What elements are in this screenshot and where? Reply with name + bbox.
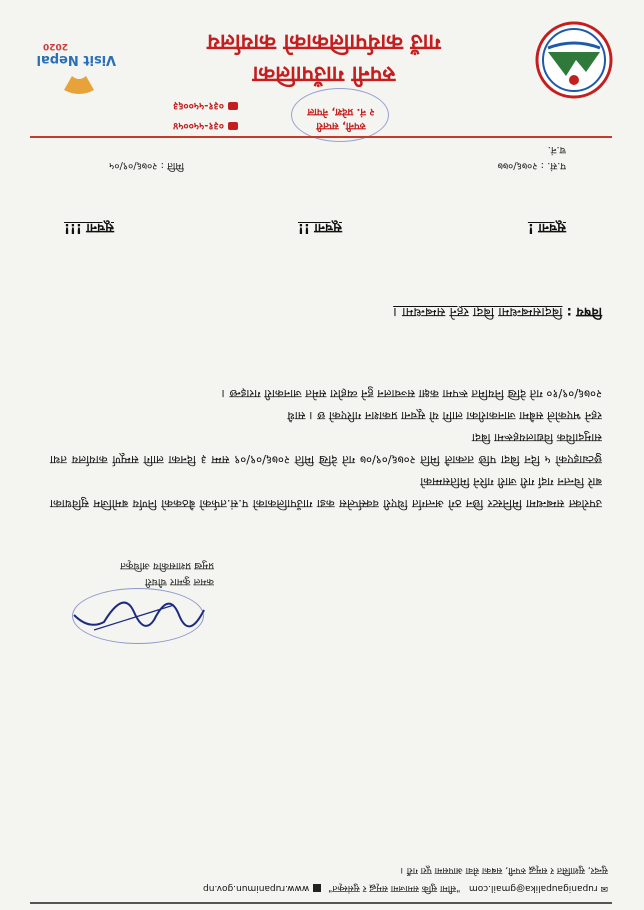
- notice-heading-1: सूचना !: [527, 220, 566, 235]
- footer-slogan-line: सुन्दर, सुशासित र समृद्ध रुपनी, सबका सेवा आपसमा पूरा गरौं ।: [400, 865, 608, 875]
- phone-1: [173, 120, 238, 134]
- municipality-name: रुपनी गाउँपालिका: [252, 61, 396, 86]
- footer-divider: [30, 902, 612, 904]
- body-line: २०७६/०९/१० गते देखि नियमित रूपमा कक्षा सञ्चालन हुने व्यहोरा समेत जानकारी गराइन्छ ।: [221, 387, 602, 401]
- visit-nepal-year: 2020: [42, 41, 68, 51]
- notice-heading-2: सूचना !!: [297, 220, 342, 235]
- phone-1-number: ०३१-५५००५४: [173, 120, 224, 131]
- subject-line: [393, 304, 602, 322]
- web-icon: [313, 885, 321, 893]
- phone-icon: [228, 102, 238, 110]
- visit-nepal-logo: [34, 38, 124, 98]
- visit-nepal-text: Visit Nepal: [36, 52, 116, 67]
- body-line: छुट्याइएको ५ दिन बिदा पछि तत्कालै मिति २०७६/०९/०७ गते देखि मिति २०७६/०९/०९ सम्म ३ दिनका लागि सम्पूर्ण कार्यालय तथा सामुदायिक विद्यालयहरूमा बिदा: [50, 431, 602, 467]
- subject-label: विषय :: [566, 304, 602, 319]
- office-title: गाउँ कार्यपालिकाको कार्यालय: [207, 29, 441, 54]
- municipality-emblem-icon: [534, 20, 614, 100]
- signatory-name: कमल कुमार चौधरी: [145, 576, 214, 587]
- footer-slogan: "सीमा सुकि समाजमा समृद्ध र सुसंस्कृत": [328, 883, 461, 893]
- footer-website: www.rupanimun.gov.np: [203, 883, 310, 893]
- letter-body: [50, 383, 602, 515]
- phone-2-number: ०३१-५५००६३: [173, 100, 224, 111]
- subject-text: बिदासम्बन्धमा बिदा रहने सम्बन्धमा ।: [393, 304, 563, 319]
- phone-2: [173, 100, 238, 114]
- letter-date: मिति : २०७६/०९/०५: [109, 160, 184, 171]
- reference-number: प.सं. : २०७६/०७७: [497, 160, 566, 171]
- address-line-1: रुपनी, सप्तरी: [316, 120, 366, 131]
- office-address: [296, 106, 386, 134]
- body-line: रहने भएकोले सबैमा जानकारीका लागि यो सूचना प्रकाशन गरिएको छ । साथै: [287, 409, 602, 423]
- address-line-2: २ नं. प्रदेश, नेपाल: [307, 106, 375, 117]
- footer-contact-line: [40, 883, 608, 896]
- body-line: उपरोक्त सम्बन्धमा मिनिस्टर छिन ठगे अन्तर्गत थिएरी वर्क्सप्लेस कडा गाउँपालिकाको प.सं.तर्फको बैठकको निर्णय बमोजिम सुविधाका बारे चिन्तन गर्दा गरी जारी गरिने मितिसम्मको: [50, 475, 602, 511]
- phone-icon: [228, 122, 238, 130]
- footer-email: rupanigaupalika@gmail.com: [468, 883, 598, 893]
- header-divider: [30, 136, 612, 138]
- dispatch-number: च.नं.: [547, 144, 566, 155]
- signature-stamp: [72, 588, 204, 644]
- email-icon: ✉: [597, 883, 608, 893]
- signatory-title: प्रमुख प्रशासकीय अधिकृत: [120, 560, 214, 571]
- notice-heading-3: सूचना !!!: [64, 220, 114, 235]
